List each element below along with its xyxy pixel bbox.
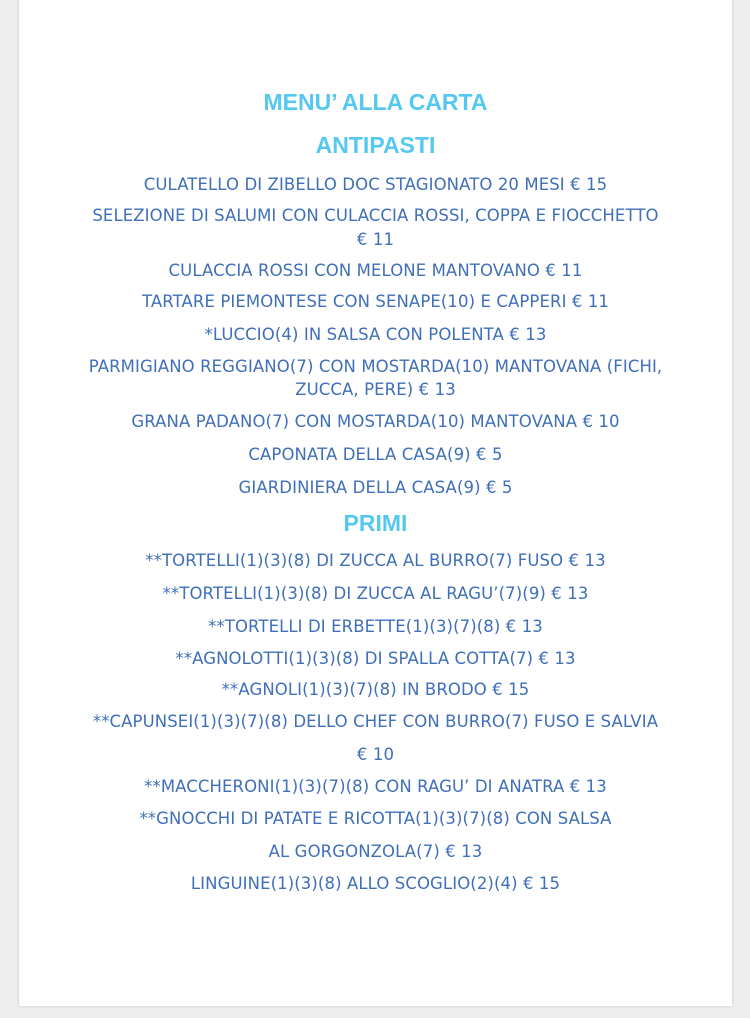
menu-line: TARTARE PIEMONTESE CON SENAPE(10) E CAPPERI € 11 bbox=[141, 292, 610, 311]
menu-title: MENU’ ALLA CARTA bbox=[263, 89, 488, 115]
menu-line: **CAPUNSEI(1)(3)(7)(8) DELLO CHEF CON BURRO(7) FUSO E SALVIA bbox=[92, 712, 659, 731]
menu-line: € 11 bbox=[356, 230, 395, 249]
menu-line: CULACCIA ROSSI CON MELONE MANTOVANO € 11 bbox=[168, 261, 583, 280]
menu-line: CULATELLO DI ZIBELLO DOC STAGIONATO 20 MESI € 15 bbox=[143, 175, 608, 194]
menu-line: **GNOCCHI DI PATATE E RICOTTA(1)(3)(7)(8) CON SALSA bbox=[139, 809, 612, 828]
section-heading-antipasti: ANTIPASTI bbox=[315, 132, 436, 158]
menu-line: ZUCCA, PERE) € 13 bbox=[295, 380, 456, 399]
menu-line: GIARDINIERA DELLA CASA(9) € 5 bbox=[238, 478, 513, 497]
menu-line: CAPONATA DELLA CASA(9) € 5 bbox=[248, 445, 503, 464]
menu-line: SELEZIONE DI SALUMI CON CULACCIA ROSSI, COPPA E FIOCCHETTO bbox=[92, 206, 659, 225]
menu-line: **MACCHERONI(1)(3)(7)(8) CON RAGU’ DI ANATRA € 13 bbox=[144, 777, 607, 796]
menu-line: **TORTELLI(1)(3)(8) DI ZUCCA AL BURRO(7) FUSO € 13 bbox=[145, 551, 606, 570]
menu-line: LINGUINE(1)(3)(8) ALLO SCOGLIO(2)(4) € 15 bbox=[190, 874, 561, 893]
menu-line: *LUCCIO(4) IN SALSA CON POLENTA € 13 bbox=[204, 325, 547, 344]
menu-line: GRANA PADANO(7) CON MOSTARDA(10) MANTOVANA € 10 bbox=[131, 412, 620, 431]
menu-line: AL GORGONZOLA(7) € 13 bbox=[268, 842, 483, 861]
section-heading-primi: PRIMI bbox=[343, 510, 408, 536]
menu-line: € 10 bbox=[356, 745, 395, 764]
menu-line: **AGNOLOTTI(1)(3)(8) DI SPALLA COTTA(7) € 13 bbox=[175, 649, 576, 668]
menu-line: **AGNOLI(1)(3)(7)(8) IN BRODO € 15 bbox=[221, 680, 530, 699]
menu-line: **TORTELLI(1)(3)(8) DI ZUCCA AL RAGU’(7)(9) € 13 bbox=[162, 584, 589, 603]
menu-line: **TORTELLI DI ERBETTE(1)(3)(7)(8) € 13 bbox=[208, 617, 543, 636]
menu-page bbox=[19, 0, 732, 1006]
menu-line: PARMIGIANO REGGIANO(7) CON MOSTARDA(10) MANTOVANA (FICHI, bbox=[88, 357, 663, 376]
